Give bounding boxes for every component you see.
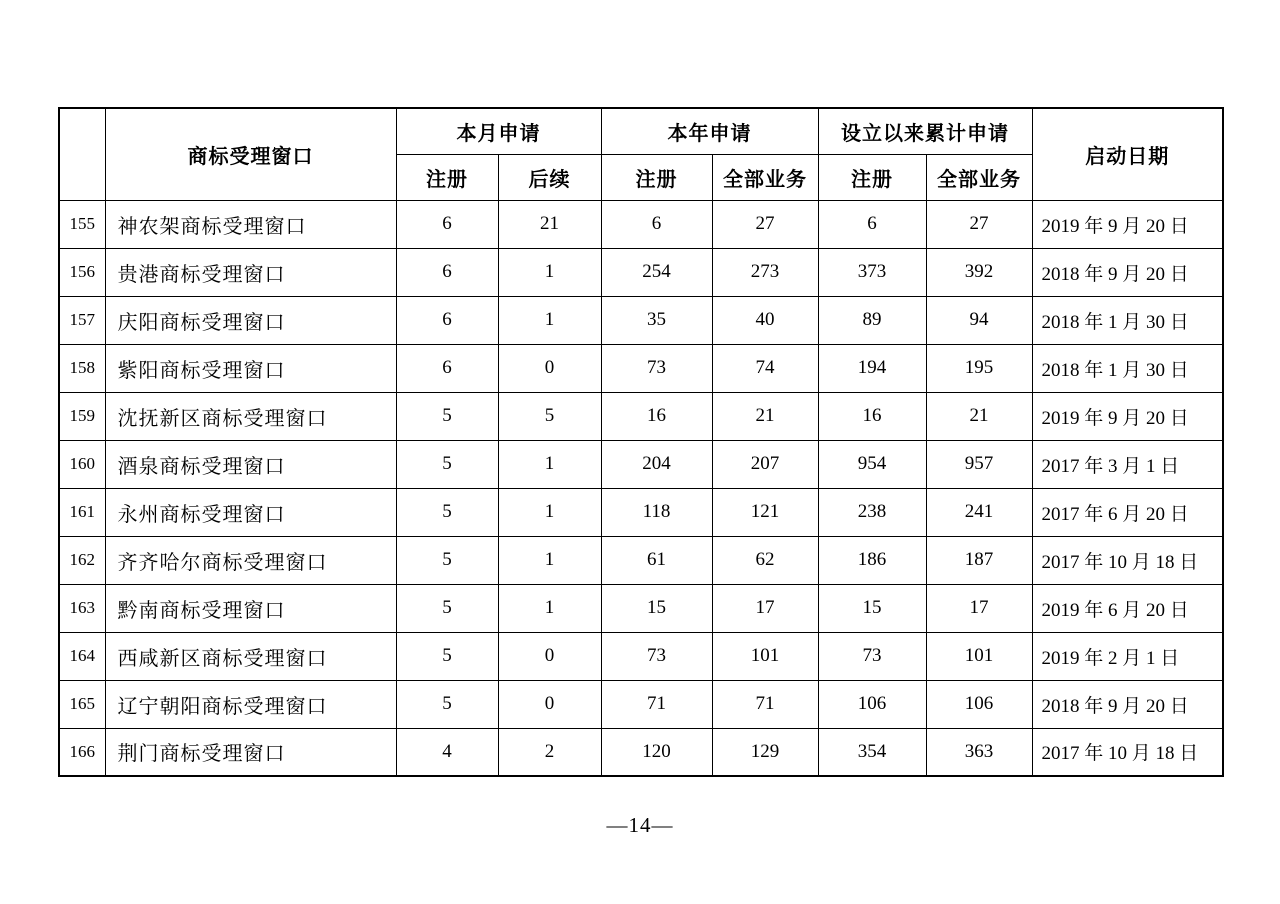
- year-registration-cell: 73: [601, 344, 712, 392]
- month-followup-cell: 5: [498, 392, 601, 440]
- window-name-header: 商标受理窗口: [105, 108, 396, 200]
- cumulative-all-business-cell: 241: [926, 488, 1032, 536]
- cumulative-all-business-cell: 957: [926, 440, 1032, 488]
- row-number-cell: 161: [59, 488, 105, 536]
- window-name-cell: 酒泉商标受理窗口: [105, 440, 396, 488]
- year-all-business-cell: 74: [712, 344, 818, 392]
- cumulative-registration-cell: 16: [818, 392, 926, 440]
- table-row: [59, 200, 1223, 248]
- month-followup-cell: 1: [498, 248, 601, 296]
- year-registration-cell: 120: [601, 728, 712, 776]
- window-name-cell: 紫阳商标受理窗口: [105, 344, 396, 392]
- cumulative-all-business-cell: 94: [926, 296, 1032, 344]
- launch-date-cell: 2018 年 1 月 30 日: [1032, 296, 1223, 344]
- launch-date-cell: 2017 年 6 月 20 日: [1032, 488, 1223, 536]
- cumulative-applications-group-header: 设立以来累计申请: [818, 108, 1032, 154]
- row-number-cell: 156: [59, 248, 105, 296]
- table-row: [59, 488, 1223, 536]
- month-registration-cell: 5: [396, 632, 498, 680]
- year-all-business-cell: 129: [712, 728, 818, 776]
- window-name-cell: 永州商标受理窗口: [105, 488, 396, 536]
- year-registration-cell: 204: [601, 440, 712, 488]
- month-followup-cell: 0: [498, 632, 601, 680]
- month-registration-cell: 6: [396, 296, 498, 344]
- month-followup-cell: 1: [498, 488, 601, 536]
- launch-date-header: 启动日期: [1032, 108, 1223, 200]
- table-row: [59, 728, 1223, 776]
- month-followup-header: 后续: [498, 154, 601, 200]
- year-all-business-cell: 17: [712, 584, 818, 632]
- launch-date-cell: 2018 年 1 月 30 日: [1032, 344, 1223, 392]
- row-number-cell: 164: [59, 632, 105, 680]
- cumulative-registration-cell: 6: [818, 200, 926, 248]
- table-row: [59, 392, 1223, 440]
- month-registration-cell: 4: [396, 728, 498, 776]
- year-registration-cell: 73: [601, 632, 712, 680]
- window-name-cell: 黔南商标受理窗口: [105, 584, 396, 632]
- year-all-business-cell: 27: [712, 200, 818, 248]
- window-name-cell: 沈抚新区商标受理窗口: [105, 392, 396, 440]
- cumulative-all-business-cell: 363: [926, 728, 1032, 776]
- month-registration-cell: 5: [396, 440, 498, 488]
- cumulative-registration-cell: 373: [818, 248, 926, 296]
- row-number-cell: 165: [59, 680, 105, 728]
- year-registration-cell: 254: [601, 248, 712, 296]
- table-row: [59, 440, 1223, 488]
- cumulative-registration-cell: 15: [818, 584, 926, 632]
- month-followup-cell: 1: [498, 584, 601, 632]
- month-followup-cell: 1: [498, 536, 601, 584]
- month-followup-cell: 21: [498, 200, 601, 248]
- cumulative-registration-cell: 354: [818, 728, 926, 776]
- year-registration-header: 注册: [601, 154, 712, 200]
- year-registration-cell: 35: [601, 296, 712, 344]
- launch-date-cell: 2019 年 2 月 1 日: [1032, 632, 1223, 680]
- month-followup-cell: 0: [498, 344, 601, 392]
- month-registration-cell: 5: [396, 392, 498, 440]
- cumulative-registration-cell: 106: [818, 680, 926, 728]
- row-number-cell: 160: [59, 440, 105, 488]
- year-registration-cell: 61: [601, 536, 712, 584]
- launch-date-cell: 2017 年 10 月 18 日: [1032, 536, 1223, 584]
- cumulative-registration-header: 注册: [818, 154, 926, 200]
- cumulative-all-business-header: 全部业务: [926, 154, 1032, 200]
- year-all-business-cell: 207: [712, 440, 818, 488]
- year-registration-cell: 6: [601, 200, 712, 248]
- cumulative-all-business-cell: 392: [926, 248, 1032, 296]
- row-number-cell: 155: [59, 200, 105, 248]
- launch-date-cell: 2019 年 9 月 20 日: [1032, 200, 1223, 248]
- launch-date-cell: 2018 年 9 月 20 日: [1032, 248, 1223, 296]
- year-all-business-cell: 101: [712, 632, 818, 680]
- row-number-cell: 157: [59, 296, 105, 344]
- year-registration-cell: 118: [601, 488, 712, 536]
- row-number-cell: 166: [59, 728, 105, 776]
- row-number-cell: 163: [59, 584, 105, 632]
- cumulative-all-business-cell: 101: [926, 632, 1032, 680]
- cumulative-registration-cell: 238: [818, 488, 926, 536]
- window-name-cell: 西咸新区商标受理窗口: [105, 632, 396, 680]
- month-followup-cell: 2: [498, 728, 601, 776]
- launch-date-cell: 2019 年 6 月 20 日: [1032, 584, 1223, 632]
- page-number: —14—: [606, 813, 674, 837]
- trademark-window-table: [58, 107, 1224, 777]
- month-registration-cell: 6: [396, 344, 498, 392]
- header-row-groups: [59, 108, 1223, 154]
- cumulative-all-business-cell: 17: [926, 584, 1032, 632]
- launch-date-cell: 2019 年 9 月 20 日: [1032, 392, 1223, 440]
- cumulative-all-business-cell: 27: [926, 200, 1032, 248]
- cumulative-all-business-cell: 195: [926, 344, 1032, 392]
- year-all-business-cell: 71: [712, 680, 818, 728]
- cumulative-registration-cell: 89: [818, 296, 926, 344]
- month-applications-group-header: 本月申请: [396, 108, 601, 154]
- table-row: [59, 632, 1223, 680]
- table-header: [59, 108, 1223, 200]
- window-name-cell: 齐齐哈尔商标受理窗口: [105, 536, 396, 584]
- table-row: [59, 680, 1223, 728]
- table-row: [59, 344, 1223, 392]
- row-number-cell: 162: [59, 536, 105, 584]
- window-name-cell: 神农架商标受理窗口: [105, 200, 396, 248]
- year-registration-cell: 15: [601, 584, 712, 632]
- month-registration-cell: 6: [396, 200, 498, 248]
- month-registration-cell: 5: [396, 584, 498, 632]
- month-registration-cell: 5: [396, 680, 498, 728]
- cumulative-all-business-cell: 21: [926, 392, 1032, 440]
- table-body: [59, 200, 1223, 776]
- year-all-business-header: 全部业务: [712, 154, 818, 200]
- cumulative-all-business-cell: 187: [926, 536, 1032, 584]
- year-applications-group-header: 本年申请: [601, 108, 818, 154]
- year-all-business-cell: 273: [712, 248, 818, 296]
- row-number-cell: 159: [59, 392, 105, 440]
- cumulative-all-business-cell: 106: [926, 680, 1032, 728]
- year-all-business-cell: 121: [712, 488, 818, 536]
- month-registration-cell: 5: [396, 536, 498, 584]
- row-number-cell: 158: [59, 344, 105, 392]
- table-row: [59, 584, 1223, 632]
- table-row: [59, 536, 1223, 584]
- cumulative-registration-cell: 186: [818, 536, 926, 584]
- month-followup-cell: 0: [498, 680, 601, 728]
- year-all-business-cell: 21: [712, 392, 818, 440]
- window-name-cell: 荆门商标受理窗口: [105, 728, 396, 776]
- cumulative-registration-cell: 73: [818, 632, 926, 680]
- window-name-cell: 贵港商标受理窗口: [105, 248, 396, 296]
- month-registration-cell: 6: [396, 248, 498, 296]
- cumulative-registration-cell: 954: [818, 440, 926, 488]
- table-row: [59, 296, 1223, 344]
- window-name-cell: 辽宁朝阳商标受理窗口: [105, 680, 396, 728]
- cumulative-registration-cell: 194: [818, 344, 926, 392]
- launch-date-cell: 2017 年 3 月 1 日: [1032, 440, 1223, 488]
- month-followup-cell: 1: [498, 296, 601, 344]
- row-number-header: [59, 108, 105, 200]
- year-all-business-cell: 40: [712, 296, 818, 344]
- month-followup-cell: 1: [498, 440, 601, 488]
- month-registration-header: 注册: [396, 154, 498, 200]
- launch-date-cell: 2018 年 9 月 20 日: [1032, 680, 1223, 728]
- year-all-business-cell: 62: [712, 536, 818, 584]
- year-registration-cell: 71: [601, 680, 712, 728]
- month-registration-cell: 5: [396, 488, 498, 536]
- launch-date-cell: 2017 年 10 月 18 日: [1032, 728, 1223, 776]
- year-registration-cell: 16: [601, 392, 712, 440]
- table-row: [59, 248, 1223, 296]
- window-name-cell: 庆阳商标受理窗口: [105, 296, 396, 344]
